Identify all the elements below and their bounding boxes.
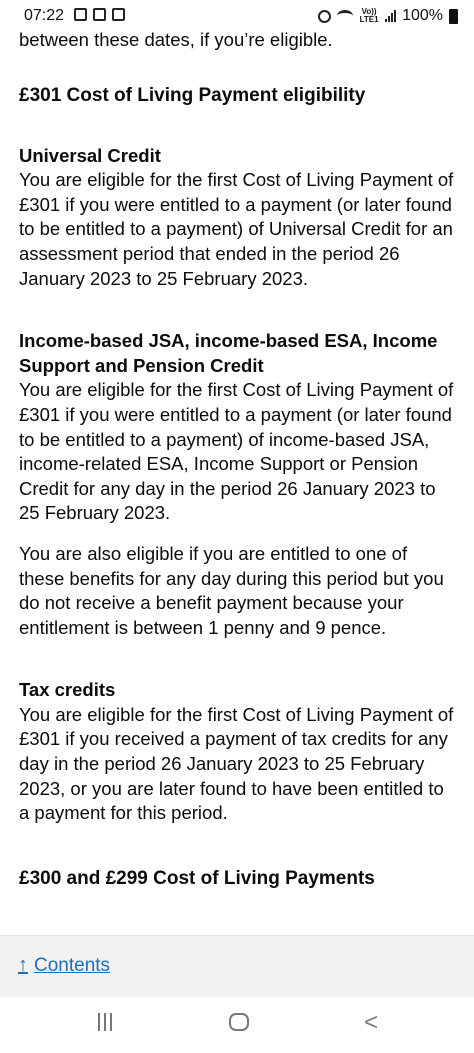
system-icons: [318, 7, 458, 25]
legacy-benefits-text: You are eligible for the first Cost of Living Payment of £301 if you were entitled to a payment (or later found to be entitled to a payment) of income-based JSA, income-related ESA, Income Support or Pension Credit for any day in the period 26 January 2023 to 25 February 2023.: [19, 379, 454, 524]
page-content: [19, 28, 455, 891]
status-time: 07:22: [24, 7, 65, 24]
intro-text: between these dates, if you’re eligible.: [19, 29, 333, 50]
battery-level: 100%: [402, 7, 443, 24]
notification-icons: [74, 8, 125, 21]
tax-credits-heading: Tax credits: [19, 679, 116, 701]
eligibility-heading: £301 Cost of Living Payment eligibility: [19, 84, 366, 106]
volte-indicator: Vo)) LTE1: [359, 7, 379, 24]
universal-credit-text: You are eligible for the first Cost of Living Payment of £301 if you were entitled to a payment (or later found to be entitled to a payment) of Universal Credit for an assessment period that ended in the period 26 January 2023 to 25 February 2023.: [19, 169, 454, 289]
arrow-up-icon: ↑: [18, 954, 28, 976]
contents-bar: [0, 935, 474, 998]
wifi-icon: [337, 10, 353, 22]
legacy-benefits-extra-text: You are also eligible if you are entitled to one of these benefits for any day during this period but you do not receive a benefit payment because your entitlement is between 1 penny and 9 pence.: [19, 542, 444, 638]
signal-icon: [385, 10, 396, 22]
alarm-icon: [318, 10, 331, 23]
back-button[interactable]: <: [364, 1009, 379, 1036]
battery-icon: [449, 9, 458, 24]
home-button[interactable]: [229, 1013, 249, 1031]
next-section-heading: £300 and £299 Cost of Living Payments: [19, 867, 375, 889]
contents-label: Contents: [34, 954, 111, 976]
universal-credit-heading: Universal Credit: [19, 144, 161, 166]
notification-icon: [74, 8, 87, 21]
navigation-bar: [0, 997, 474, 1053]
image-icon: [112, 8, 125, 21]
contents-link[interactable]: [18, 954, 110, 977]
notification-icon: [93, 8, 106, 21]
tax-credits-text: You are eligible for the first Cost of Living Payment of £301 if you received a payment of tax credits for any day in the period 26 January 2023 to 25 February 2023, or you are later found to have been entitled to a payment for this period.: [19, 703, 454, 824]
recent-apps-button[interactable]: [98, 1013, 116, 1031]
legacy-benefits-heading: Income-based JSA, income-based ESA, Income Support and Pension Credit: [19, 330, 438, 376]
